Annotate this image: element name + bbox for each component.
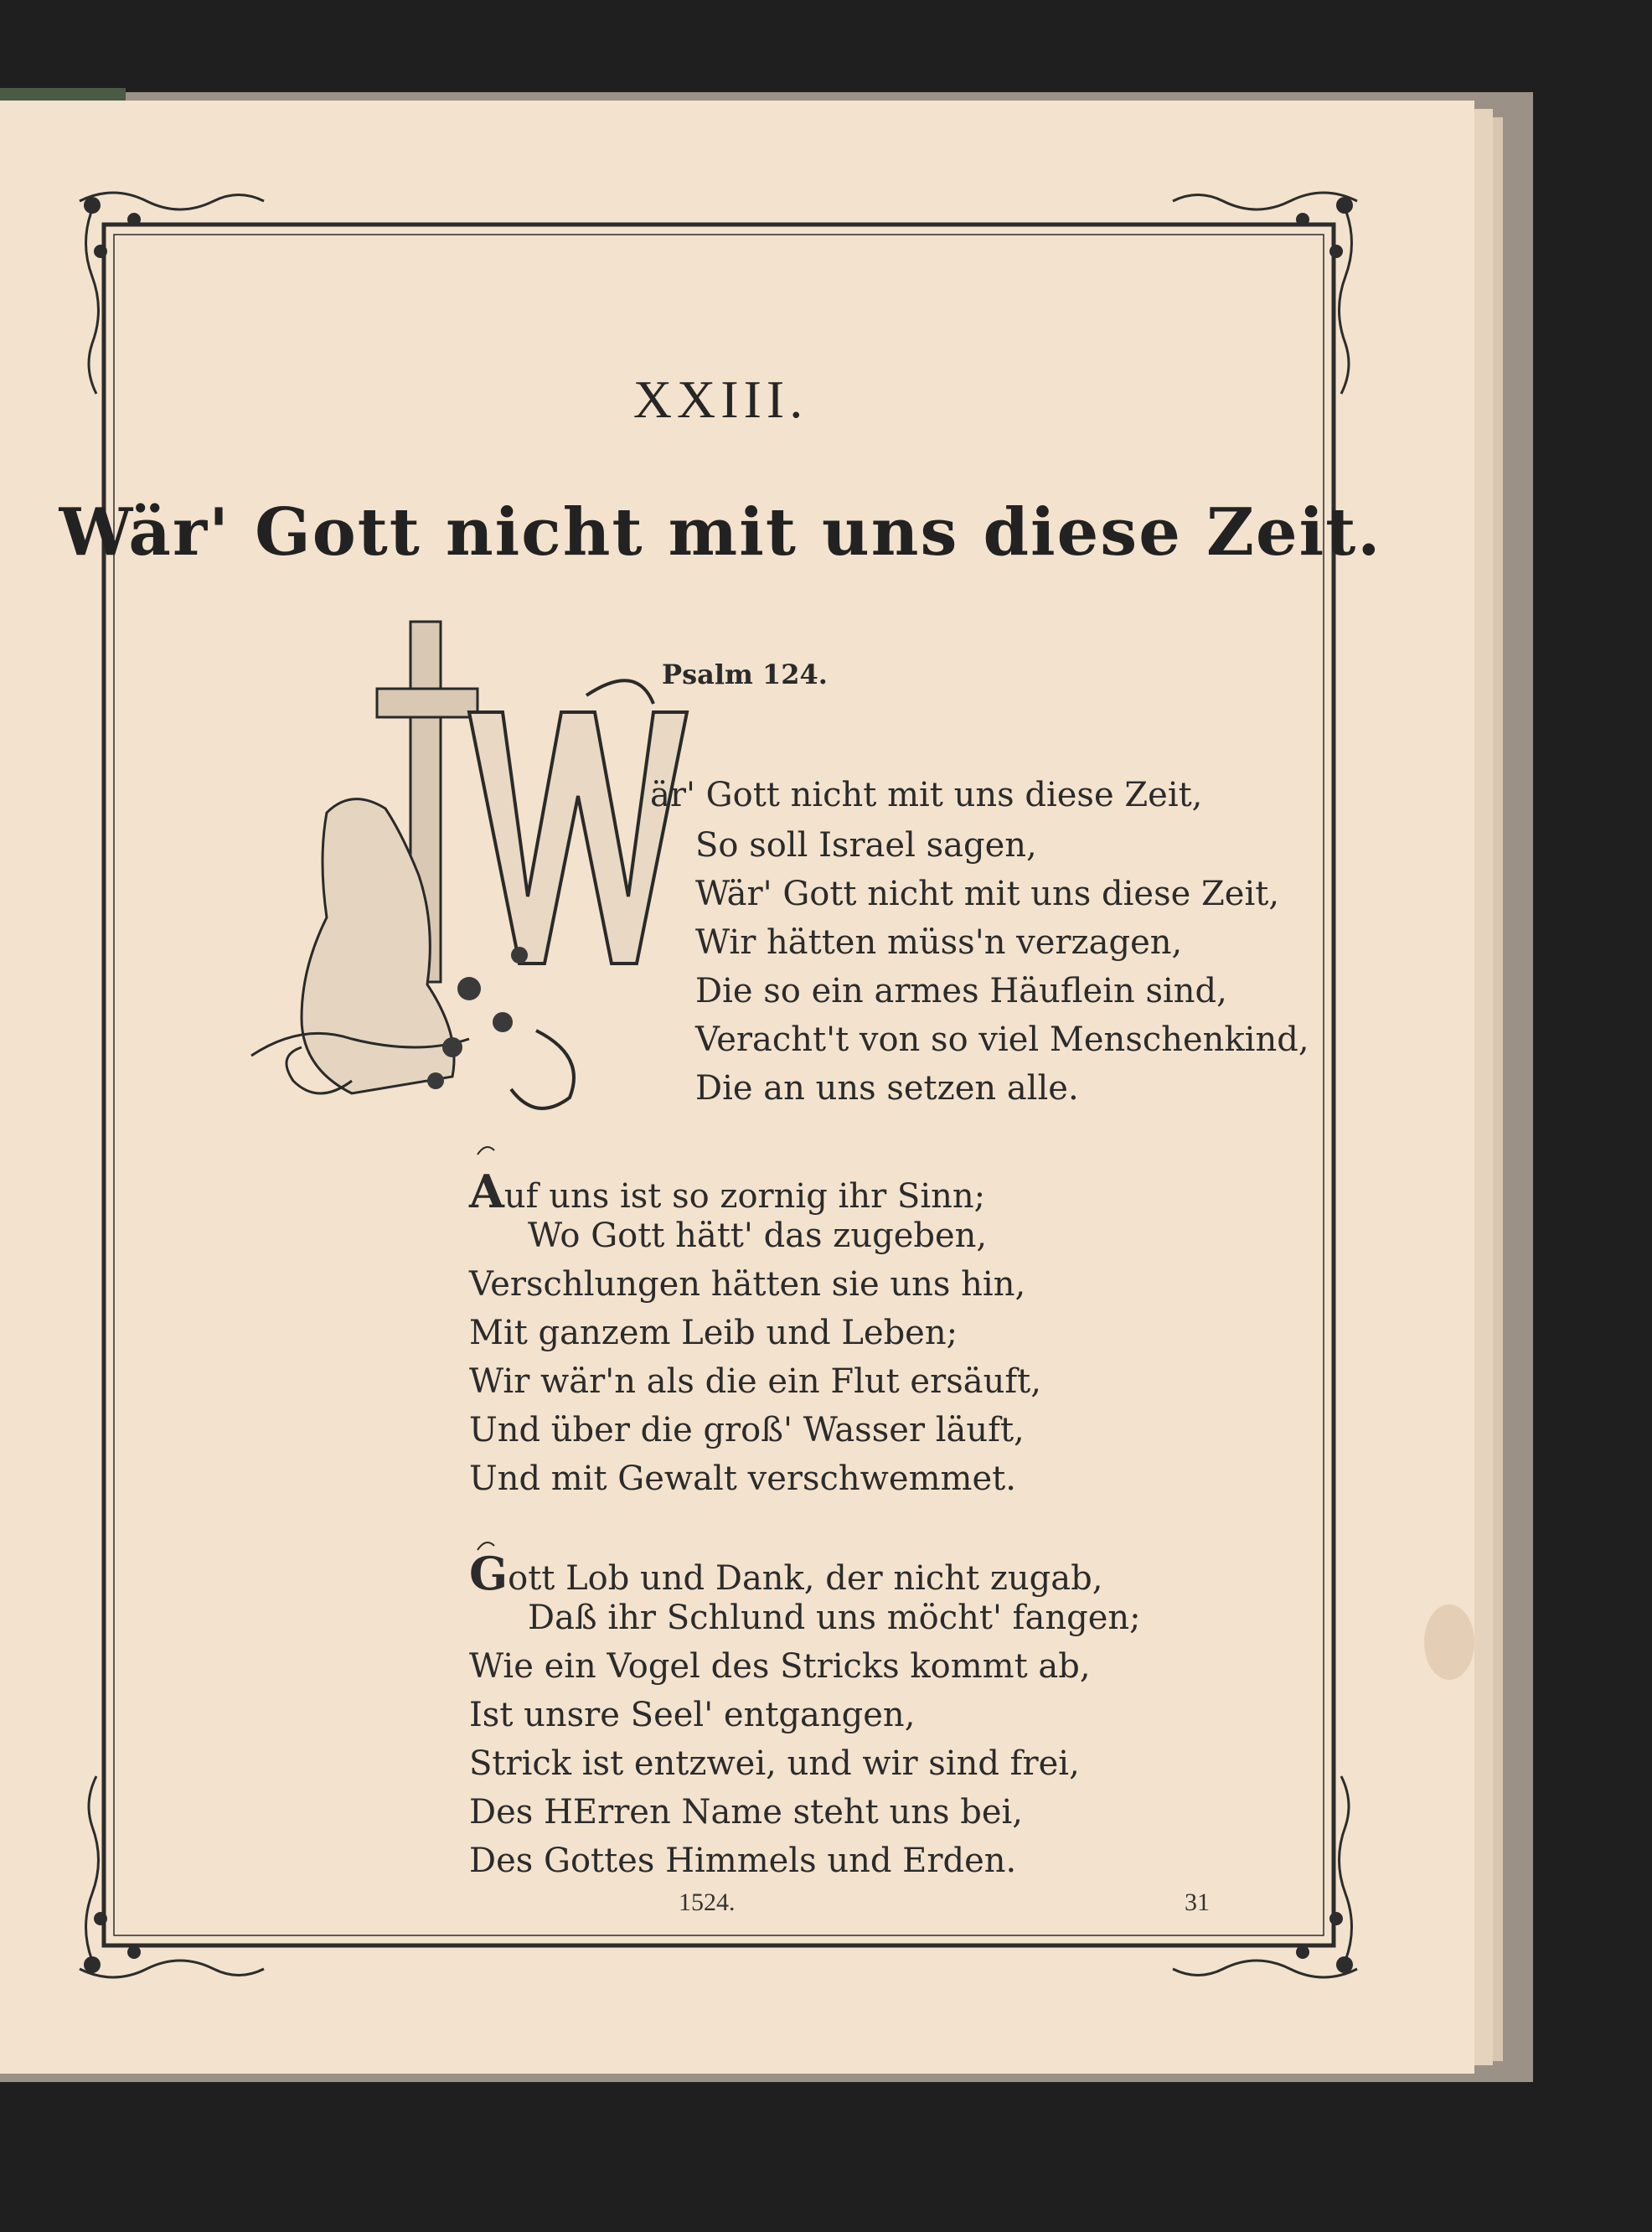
page-number: 31 xyxy=(1185,1888,1210,1916)
stanza2-line1: Auf uns ist so zornig ihr Sinn; xyxy=(469,1165,986,1218)
stanza3-line5: Strick ist entzwei, und wir sind frei, xyxy=(469,1744,1080,1783)
stanza1-line4: Wir hätten müss'n verzagen, xyxy=(695,923,1183,962)
stanza2-line5: Wir wär'n als die ein Flut ersäuft, xyxy=(469,1362,1041,1401)
stanza2-initial: A xyxy=(469,1165,504,1218)
stanza3-line4: Ist unsre Seel' entgangen, xyxy=(469,1696,916,1734)
stanza1-line6: Veracht't von so viel Menschenkind, xyxy=(695,1020,1309,1059)
stanza3-line1: Gott Lob und Dank, der nicht zugab, xyxy=(469,1547,1103,1600)
chapter-number: XXIII. xyxy=(632,369,808,429)
stanza3-line6: Des HErren Name steht uns bei, xyxy=(469,1793,1023,1832)
stanza2-line4: Mit ganzem Leib und Leben; xyxy=(469,1314,958,1352)
hymn-title: Wär' Gott nicht mit uns diese Zeit. xyxy=(59,494,1382,571)
stanza2-line6: Und über die groß' Wasser läuft, xyxy=(469,1411,1025,1449)
stanza3-line7: Des Gottes Himmels und Erden. xyxy=(469,1842,1017,1880)
stanza1-line5: Die so ein armes Häuflein sind, xyxy=(695,972,1227,1010)
stanza3-initial: G xyxy=(469,1547,509,1600)
stanza1-line1: är' Gott nicht mit uns diese Zeit, xyxy=(650,776,1203,814)
footer-year: 1524. xyxy=(679,1888,736,1916)
stanza1-line3: Wär' Gott nicht mit uns diese Zeit, xyxy=(695,875,1280,913)
stanza2-line7: Und mit Gewalt verschwemmet. xyxy=(469,1460,1016,1498)
stanza2-line3: Verschlungen hätten sie uns hin, xyxy=(469,1265,1026,1304)
stanza2-line2: Wo Gott hätt' das zugeben, xyxy=(528,1217,988,1255)
stanza1-line7: Die an uns setzen alle. xyxy=(695,1069,1079,1108)
stanza3-line2: Daß ihr Schlund uns möcht' fangen; xyxy=(528,1599,1141,1637)
psalm-reference: Psalm 124. xyxy=(662,659,828,690)
stanza1-line2: So soll Israel sagen, xyxy=(695,826,1037,865)
stanza3-line3: Wie ein Vogel des Stricks kommt ab, xyxy=(469,1647,1091,1686)
